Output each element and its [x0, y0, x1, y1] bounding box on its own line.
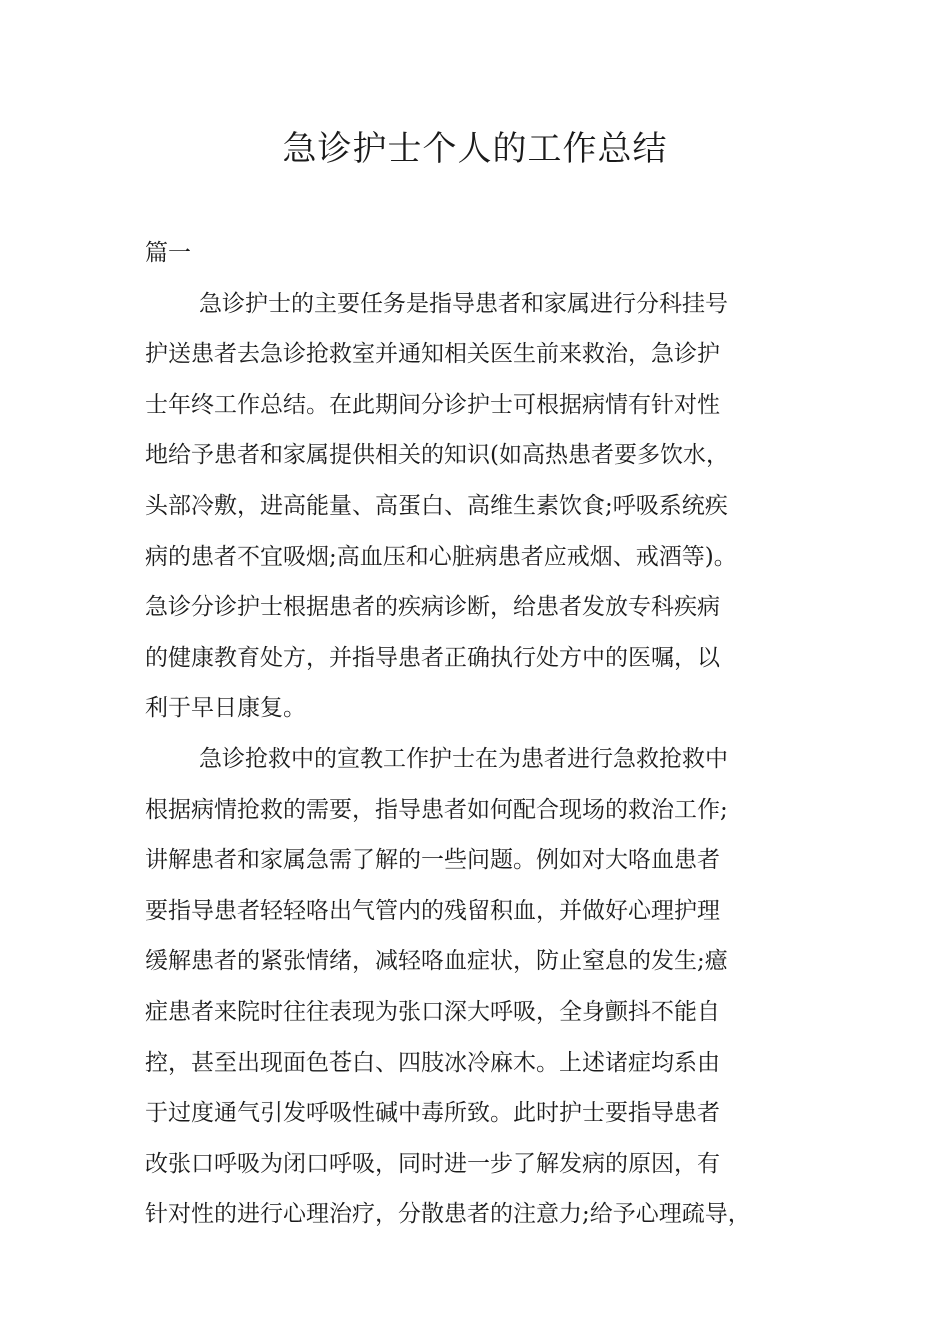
section-label: 篇一 [145, 240, 191, 266]
document-body [145, 228, 810, 1240]
paragraph-2-line: 要指导患者轻轻咯出气管内的残留积血，并做好心理护理 [145, 897, 720, 924]
paragraph-1-line: 急诊护士的主要任务是指导患者和家属进行分科挂号 [199, 290, 728, 317]
paragraph-2-line: 针对性的进行心理治疗，分散患者的注意力;给予心理疏导， [145, 1201, 751, 1228]
paragraph-2-line: 于过度通气引发呼吸性碱中毒所致。此时护士要指导患者 [145, 1100, 720, 1127]
paragraph-2-line: 根据病情抢救的需要，指导患者如何配合现场的救治工作; [145, 796, 728, 823]
paragraph-2-line: 症患者来院时往往表现为张口深大呼吸，全身颤抖不能自 [145, 998, 720, 1025]
paragraph-2-line: 讲解患者和家属急需了解的一些问题。例如对大咯血患者 [145, 847, 720, 874]
paragraph-2-line: 控，甚至出现面色苍白、四肢冰冷麻木。上述诸症均系由 [145, 1049, 720, 1076]
paragraph-1-line: 病的患者不宜吸烟;高血压和心脏病患者应戒烟、戒酒等)。 [145, 543, 737, 570]
paragraph-1-line: 地给予患者和家属提供相关的知识(如高热患者要多饮水， [145, 442, 729, 469]
paragraph-2-line: 急诊抢救中的宣教工作护士在为患者进行急救抢救中 [199, 745, 728, 772]
paragraph-1-line: 头部冷敷，进高能量、高蛋白、高维生素饮食;呼吸系统疾 [145, 492, 728, 519]
document-title: 急诊护士个人的工作总结 [282, 129, 668, 169]
paragraph-1-line: 利于早日康复。 [145, 695, 306, 722]
paragraph-2-line: 改张口呼吸为闭口呼吸，同时进一步了解发病的原因，有 [145, 1150, 720, 1177]
paragraph-2-line: 缓解患者的紧张情绪，减轻咯血症状，防止窒息的发生;癔 [145, 948, 728, 975]
paragraph-1-line: 士年终工作总结。在此期间分诊护士可根据病情有针对性 [145, 391, 720, 418]
paragraph-1-line: 的健康教育处方，并指导患者正确执行处方中的医嘱，以 [145, 644, 720, 671]
paragraph-1-line: 护送患者去急诊抢救室并通知相关医生前来救治，急诊护 [145, 341, 720, 368]
paragraph-1-line: 急诊分诊护士根据患者的疾病诊断，给患者发放专科疾病 [145, 594, 720, 621]
